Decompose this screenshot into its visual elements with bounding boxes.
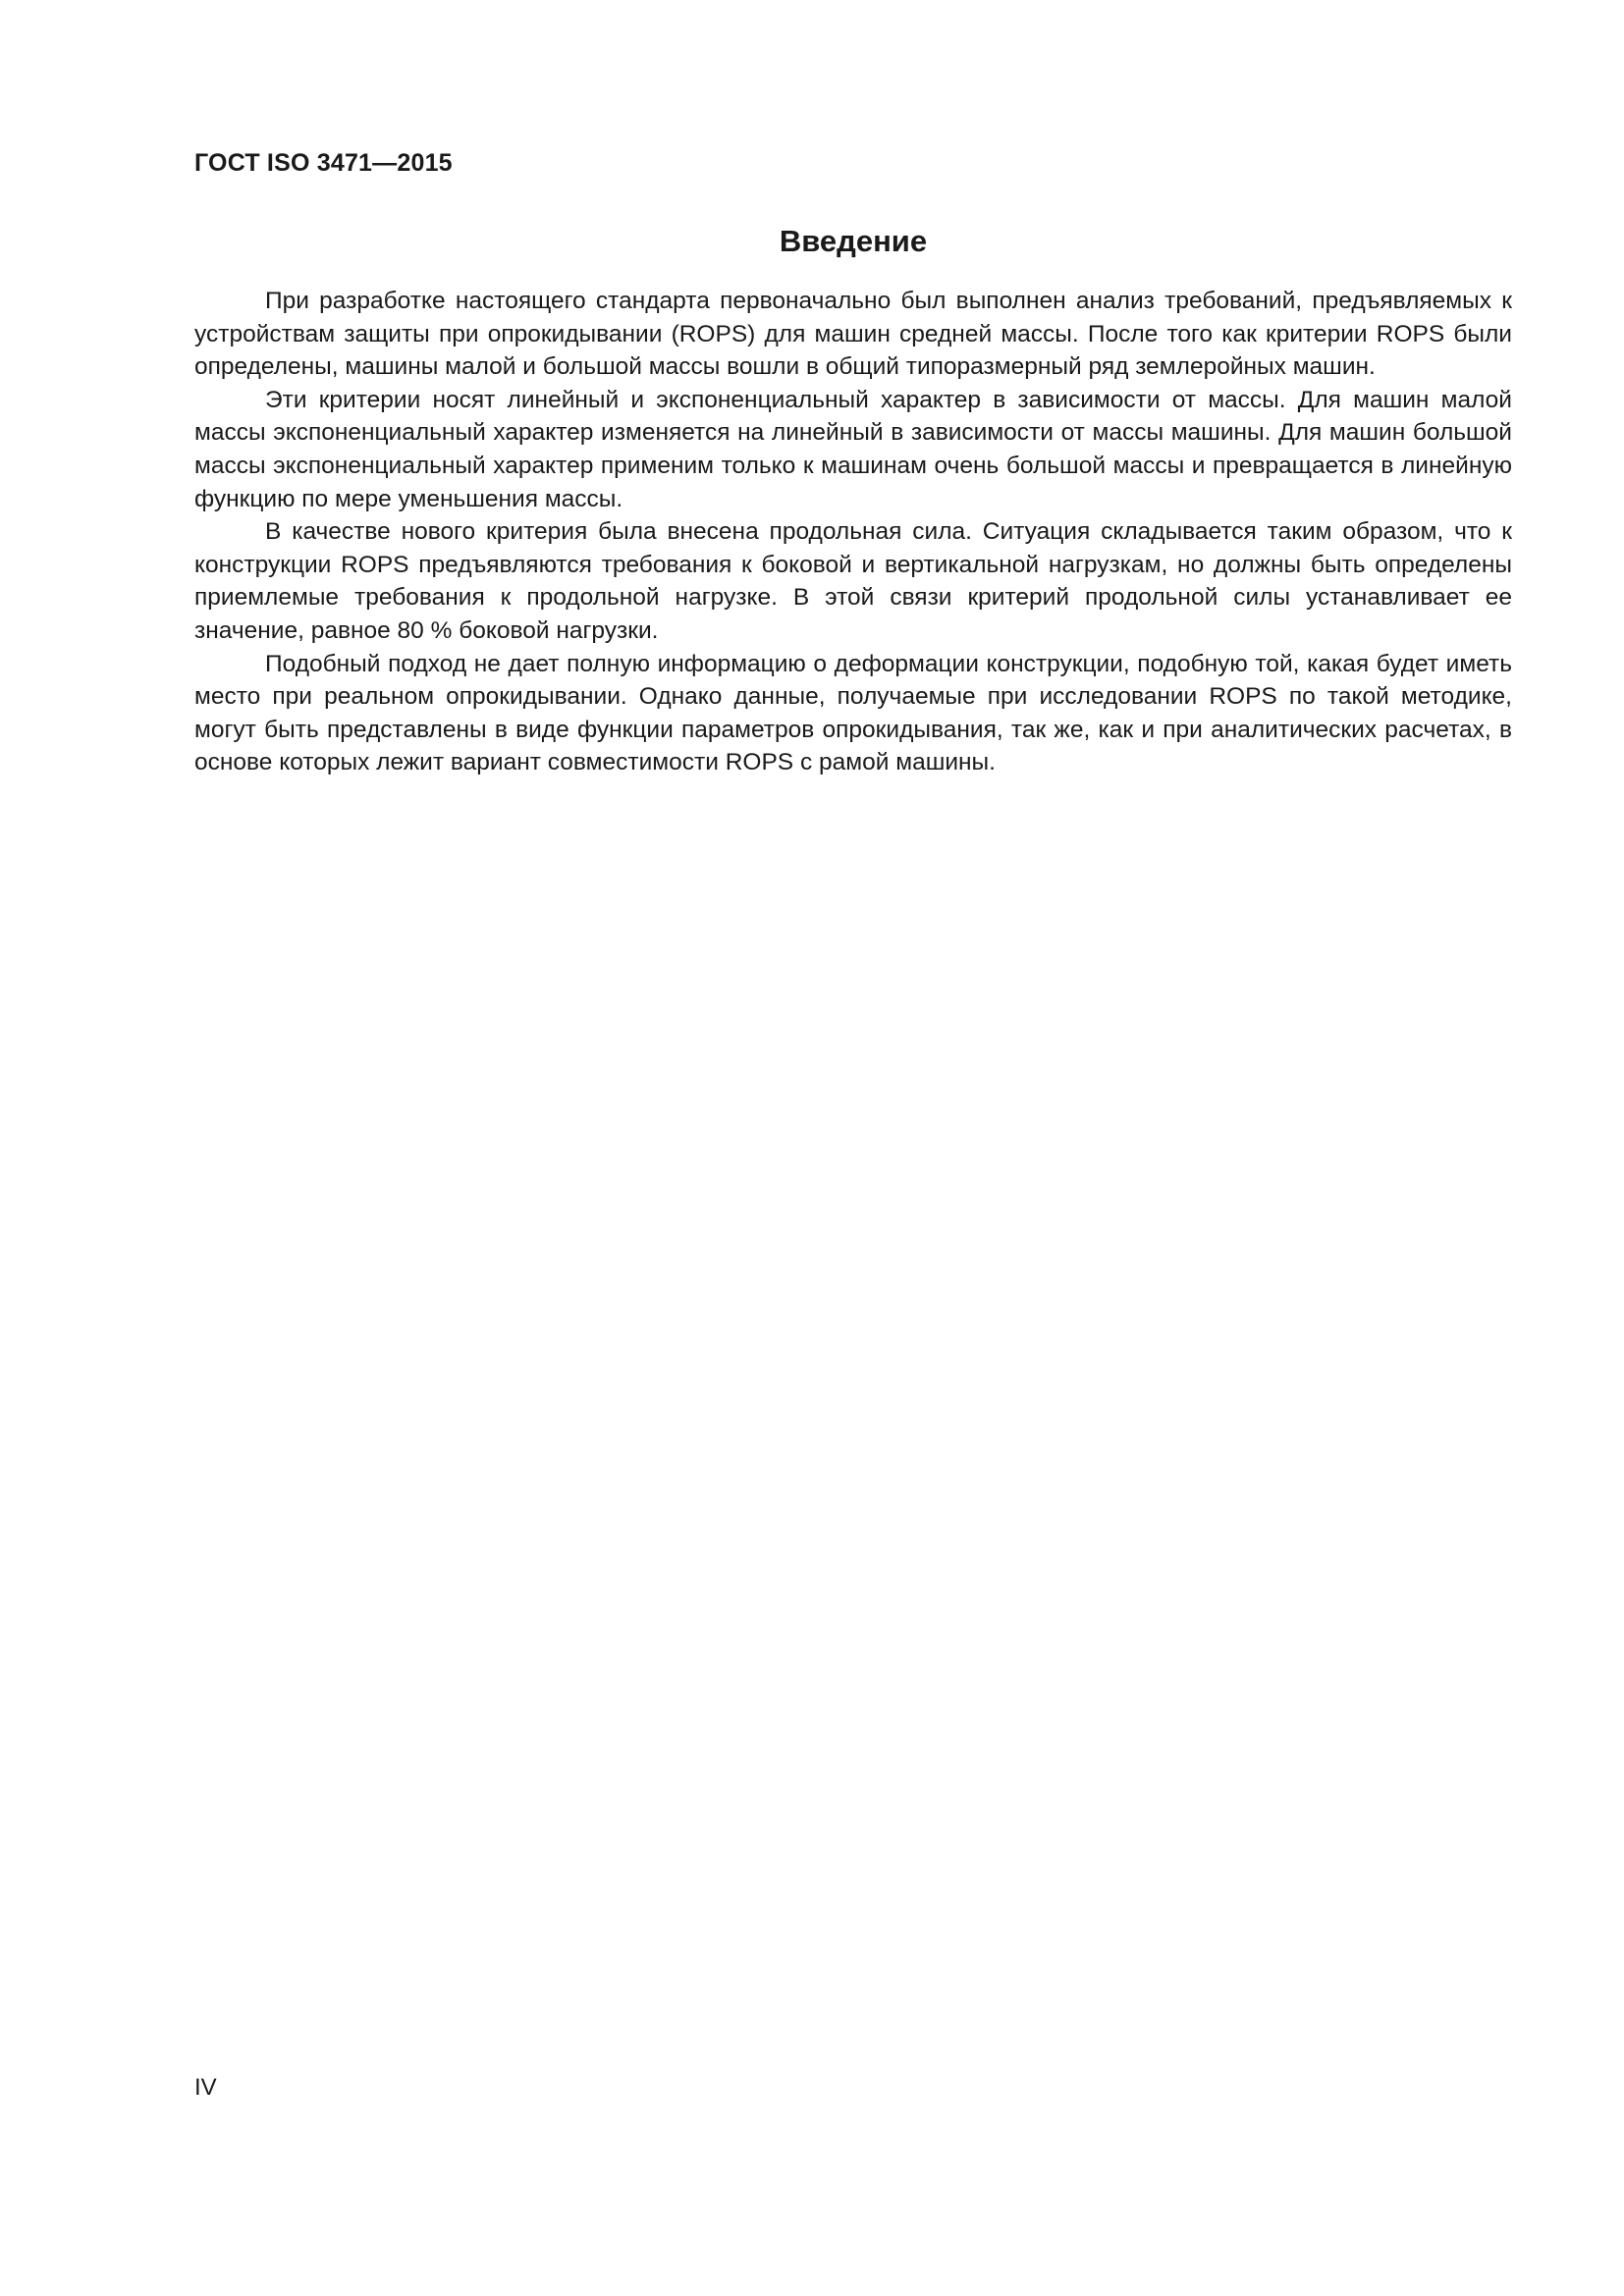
paragraph: Эти критерии носят линейный и экспоненциальный характер в зависимости от массы. Для машин малой массы экспоненциальный характер изменяется на линейный в зависимости от массы машины. Для машин большой массы экспоненциальный характер применим только к машинам очень большой массы и превращается в линейную функцию по мере уменьшения массы.: [194, 386, 1512, 512]
paragraph: В качестве нового критерия была внесена продольная сила. Ситуация складывается таким образом, что к конструкции ROPS предъявляются требования к боковой и вертикальной нагрузкам, но должны быть определены приемлемые требования к продольной нагрузке. В этой связи критерий продольной силы устанавливает ее значение, равное 80 % боковой нагрузки.: [194, 518, 1512, 644]
paragraph: Подобный подход не дает полную информацию о деформации конструкции, подобную той, какая будет иметь место при реальном опрокидывании. Однако данные, получаемые при исследовании ROPS по такой методике, могут быть представлены в виде функции параметров опрокидывания, так же, как и при аналитических расчетах, в основе которых лежит вариант совместимости ROPS с рамой машины.: [194, 650, 1512, 776]
page-number: IV: [194, 2074, 217, 2101]
section-title: Введение: [779, 224, 928, 258]
section-body: [194, 285, 1512, 779]
paragraph: При разработке настоящего стандарта первоначально был выполнен анализ требований, предъявляемых к устройствам защиты при опрокидывании (ROPS) для машин средней массы. После того как критерии ROPS были определены, машины малой и большой массы вошли в общий типоразмерный ряд землеройных машин.: [194, 288, 1512, 381]
document-header: ГОСТ ISO 3471—2015: [194, 149, 453, 177]
